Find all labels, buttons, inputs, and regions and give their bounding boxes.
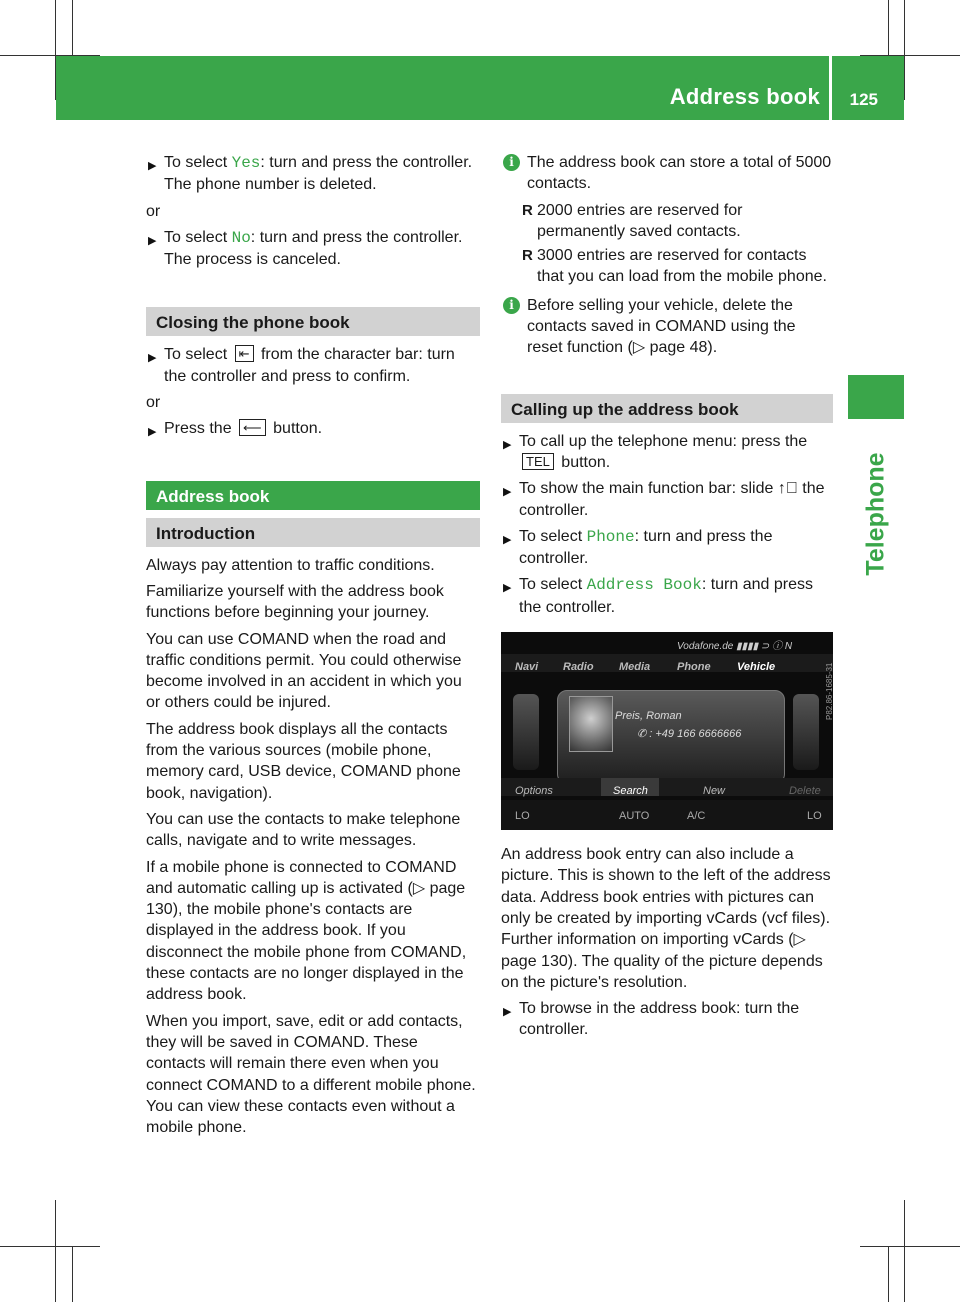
step-select-address-book: ▶ To select Address Book: turn and press the controller. (503, 576, 813, 616)
heading-introduction: Introduction (146, 518, 480, 547)
left-column (146, 152, 480, 1143)
func-delete: Delete (789, 785, 821, 798)
step-select-yes: ▶ To select Yes: turn and press the controller. The phone number is deleted. (148, 154, 473, 194)
paragraph: Always pay attention to traffic conditions. (146, 556, 435, 574)
menu-item-media: Media (619, 661, 651, 674)
step-arrow-icon: ▶ (503, 486, 512, 499)
side-card (513, 694, 539, 770)
step-select-phone: ▶ To select Phone: turn and press the controller. (503, 527, 773, 568)
contact-phone: ✆ : +49 166 6666666 (637, 728, 742, 741)
step-call-telephone: ▶ To call up the telephone menu: press the TEL button. (503, 432, 808, 471)
step-show-function-bar: ▶ To show the main function bar: slide ↑⃝ the controller. (503, 480, 825, 519)
step-arrow-icon: ▶ (503, 533, 512, 546)
func-options: Options (515, 785, 553, 798)
paragraph: When you import, save, edit or add contacts, they will be saved in COMAND. These contacts will remain there even when you connect COMAND to a different mobile phone. You can view these contacts even without a mobile phone. (146, 1012, 476, 1137)
bottom-function-bar (501, 778, 833, 796)
slide-up-icon: ↑⃝ (777, 480, 798, 498)
crop-mark (888, 0, 889, 55)
paragraph: An address book entry can also include a picture. This is shown to the left of the address data. Address book entries with pictures can only be created by importing vCards (vcf files). Further information on importing vCards (▷ page 130). The quality of the picture depends on the picture's resolution. (501, 846, 831, 991)
paragraph: The address book displays all the contacts from the various sources (mobile phone, memory card, USB device, COMAND phone book, navigation). (146, 720, 461, 802)
code-no: No (231, 228, 251, 247)
step-arrow-icon: ▶ (503, 438, 512, 451)
step-close-select: ▶ To select ⇤ from the character bar: turn the controller and press to confirm. (148, 346, 455, 385)
crop-mark (55, 1200, 56, 1302)
heading-address-book: Address book (146, 481, 480, 510)
paragraph: You can use the contacts to make telephone calls, navigate and to write messages. (146, 810, 461, 850)
info-note: i The address book can store a total of 5000 contacts. (501, 152, 833, 195)
contact-name: Preis, Roman (615, 710, 682, 723)
contact-photo (569, 696, 613, 752)
image-code: P82.86-1685-31 (825, 662, 834, 721)
climate-lo-right: LO (807, 810, 822, 823)
or-text: or (146, 202, 161, 220)
step-select-no: ▶ To select No: turn and press the controller. The process is canceled. (148, 228, 463, 269)
paragraph: If a mobile phone is connected to COMAND and automatic calling up is activated (▷ page 130), the mobile phone's contacts are displayed in the address book. If you disconnect the mobile phone from COMAND, these contacts are no longer displayed in the address book. (146, 858, 467, 1004)
list-item: R 2000 entries are reserved for permanently saved contacts. (522, 201, 743, 240)
step-arrow-icon: ▶ (503, 1006, 512, 1019)
info-note: i Before selling your vehicle, delete the contacts saved in COMAND using the reset function (▷ page 48). (501, 295, 833, 359)
step-arrow-icon: ▶ (503, 582, 512, 595)
heading-closing-phone-book: Closing the phone book (146, 307, 480, 336)
code-address-book: Address Book (586, 576, 702, 595)
page-number: 125 (849, 90, 878, 109)
info-icon: i (503, 297, 520, 314)
tel-key-icon: TEL (522, 453, 554, 470)
list-item: R 3000 entries are reserved for contacts that you can load from the mobile phone. (522, 247, 827, 286)
comand-screenshot (501, 632, 833, 830)
chapter-tab (848, 375, 904, 419)
crop-mark (860, 1246, 960, 1247)
right-column (501, 152, 833, 1046)
crop-mark (72, 1246, 73, 1302)
code-yes: Yes (231, 154, 261, 172)
code-phone: Phone (586, 527, 635, 546)
crop-mark (904, 0, 905, 100)
step-arrow-icon: ▶ (148, 352, 157, 365)
info-icon: i (503, 154, 520, 171)
step-arrow-icon: ▶ (148, 426, 157, 439)
or-text: or (146, 394, 161, 412)
crop-mark (888, 1246, 889, 1302)
menu-item-vehicle: Vehicle (737, 661, 776, 674)
paragraph: Familiarize yourself with the address book functions before beginning your journey. (146, 582, 444, 622)
bullet-icon: R (522, 247, 533, 265)
header-divider (829, 56, 832, 120)
step-close-press: ▶ Press the ⟵ button. (146, 418, 480, 439)
climate-ac: A/C (687, 810, 706, 823)
crop-mark (72, 0, 73, 55)
page-header (56, 56, 904, 120)
back-button-icon: ⟵ (239, 419, 266, 436)
bullet-icon: R (522, 201, 533, 219)
menu-item-navi: Navi (515, 661, 539, 674)
climate-bar (501, 800, 833, 830)
chapter-label: Telephone (861, 452, 890, 576)
crop-mark (0, 1246, 100, 1247)
crop-mark (904, 1200, 905, 1302)
paragraph: You can use COMAND when the road and traffic conditions permit. You could otherwise become involved in an accident in which you or others could be injured. (146, 630, 462, 712)
func-new: New (703, 785, 726, 798)
back-arrow-icon: ⇤ (235, 345, 254, 362)
climate-lo-left: LO (515, 810, 530, 823)
status-bar: Vodafone.de ▮▮▮▮ ⊃ ⓘ N (677, 641, 793, 653)
step-arrow-icon: ▶ (148, 160, 157, 172)
main-menu-bar (501, 654, 833, 672)
side-card (793, 694, 819, 770)
step-browse: ▶ To browse in the address book: turn the controller. (503, 1000, 800, 1039)
step-arrow-icon: ▶ (148, 234, 157, 247)
menu-item-phone: Phone (677, 661, 711, 674)
header-title: Address book (669, 84, 820, 109)
func-search: Search (613, 785, 648, 798)
climate-auto: AUTO (619, 810, 650, 823)
heading-calling-address-book: Calling up the address book (501, 394, 833, 423)
menu-item-radio: Radio (563, 661, 594, 674)
